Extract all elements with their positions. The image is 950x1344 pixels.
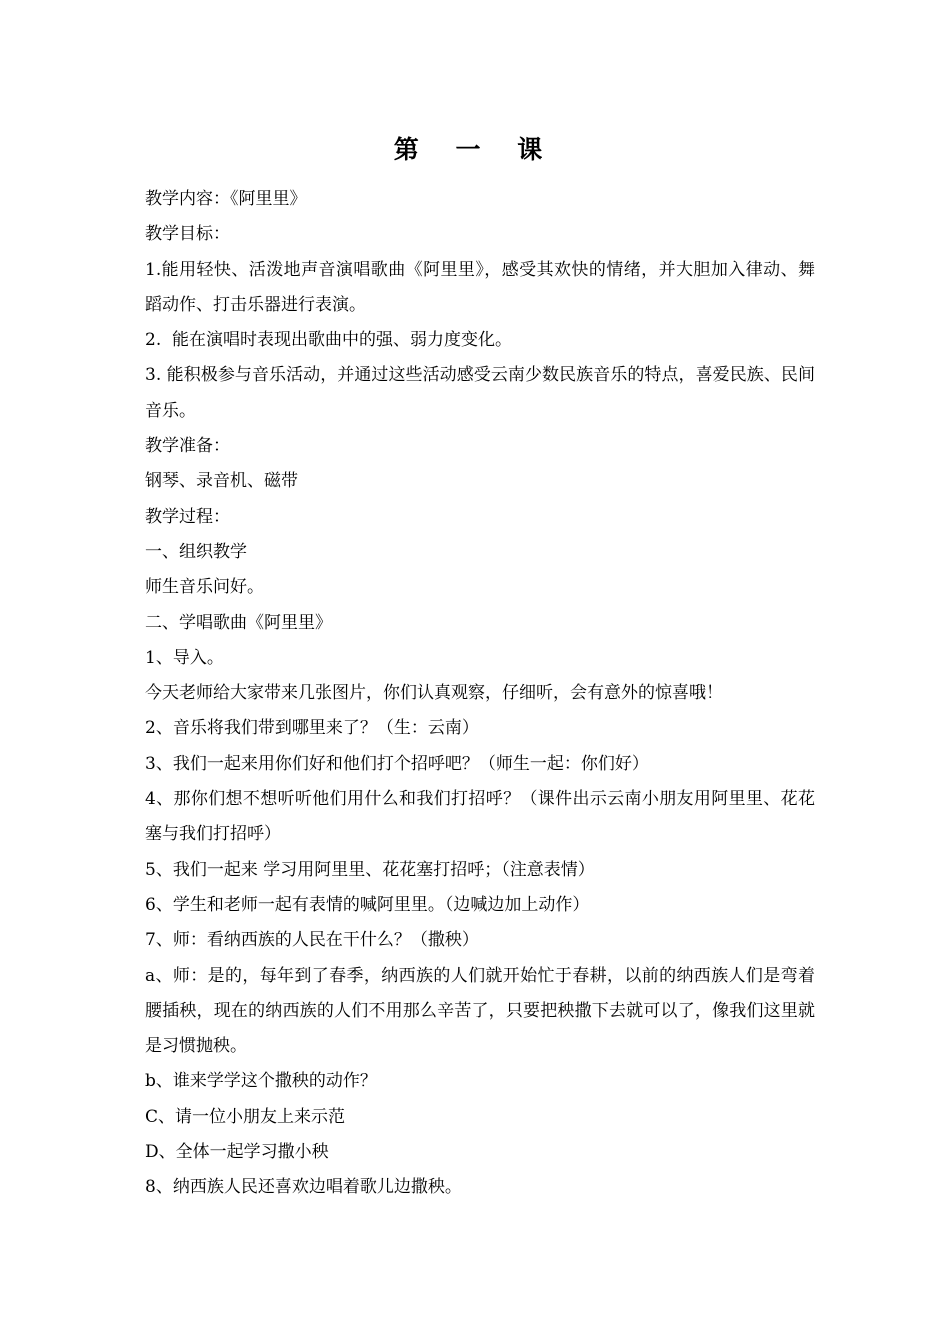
text-line-step-1: 1、导入。: [145, 647, 224, 668]
text-line-step-8: 8、纳西族人民还喜欢边唱着歌儿边撒秧。: [145, 1177, 462, 1198]
text-line-intro: 今天老师给大家带来几张图片，你们认真观察，仔细听，会有意外的惊喜哦！: [145, 683, 723, 704]
text-line-step-5: 5、我们一起来 学习用阿里里、花花塞打招呼；（注意表情）: [145, 859, 595, 880]
text-line-step-2: 2、音乐将我们带到哪里来了？（生：云南）: [145, 718, 479, 739]
document-body: [145, 182, 815, 1206]
text-line-greeting: 师生音乐问好。: [145, 577, 264, 598]
text-line-prep: 钢琴、录音机、磁带: [145, 471, 298, 492]
text-line-prep-heading: 教学准备：: [145, 436, 230, 457]
text-line-step-7d: D、全体一起学习撒小秧: [145, 1142, 329, 1163]
text-paragraph-step-4: 4、那你们想不想听听他们用什么和我们打招呼？（课件出示云南小朋友用阿里里、花花塞与我们打招呼）: [145, 789, 815, 845]
text-line-step-7: 7、师：看纳西族的人民在干什么？（撒秧）: [145, 930, 479, 951]
text-line-step-6: 6、学生和老师一起有表情的喊阿里里。（边喊边加上动作）: [145, 894, 590, 915]
text-line-step-7c: C、请一位小朋友上来示范: [145, 1106, 346, 1127]
text-line-goal-2: 2. 能在演唱时表现出歌曲中的强、弱力度变化。: [145, 330, 513, 351]
text-paragraph-step-7a: a、师：是的，每年到了春季，纳西族的人们就开始忙于春耕，以前的纳西族人们是弯着腰插秧，现在的纳西族的人们不用那么辛苦了，只要把秧撒下去就可以了，像我们这里就是习惯抛秧。: [145, 965, 815, 1057]
text-paragraph-goal-3: 3. 能积极参与音乐活动，并通过这些活动感受云南少数民族音乐的特点，喜爱民族、民间音乐。: [145, 365, 815, 421]
text-line-process-heading: 教学过程：: [145, 506, 230, 527]
text-line-step-7b: b、谁来学学这个撒秧的动作？: [145, 1071, 377, 1092]
text-paragraph-goal-1: 1.能用轻快、活泼地声音演唱歌曲《阿里里》，感受其欢快的情绪，并大胆加入律动、舞蹈动作、打击乐器进行表演。: [145, 259, 815, 315]
text-line-section-2: 二、学唱歌曲《阿里里》: [145, 612, 332, 633]
text-line-goals-heading: 教学目标：: [145, 224, 230, 245]
text-line-step-3: 3、我们一起来用你们好和他们打个招呼吧？（师生一起：你们好）: [145, 753, 649, 774]
text-line-section-1: 一、组织教学: [145, 541, 247, 562]
page-title: 第 一 课: [393, 135, 557, 164]
text-line-content: 教学内容：《阿里里》: [145, 189, 307, 209]
